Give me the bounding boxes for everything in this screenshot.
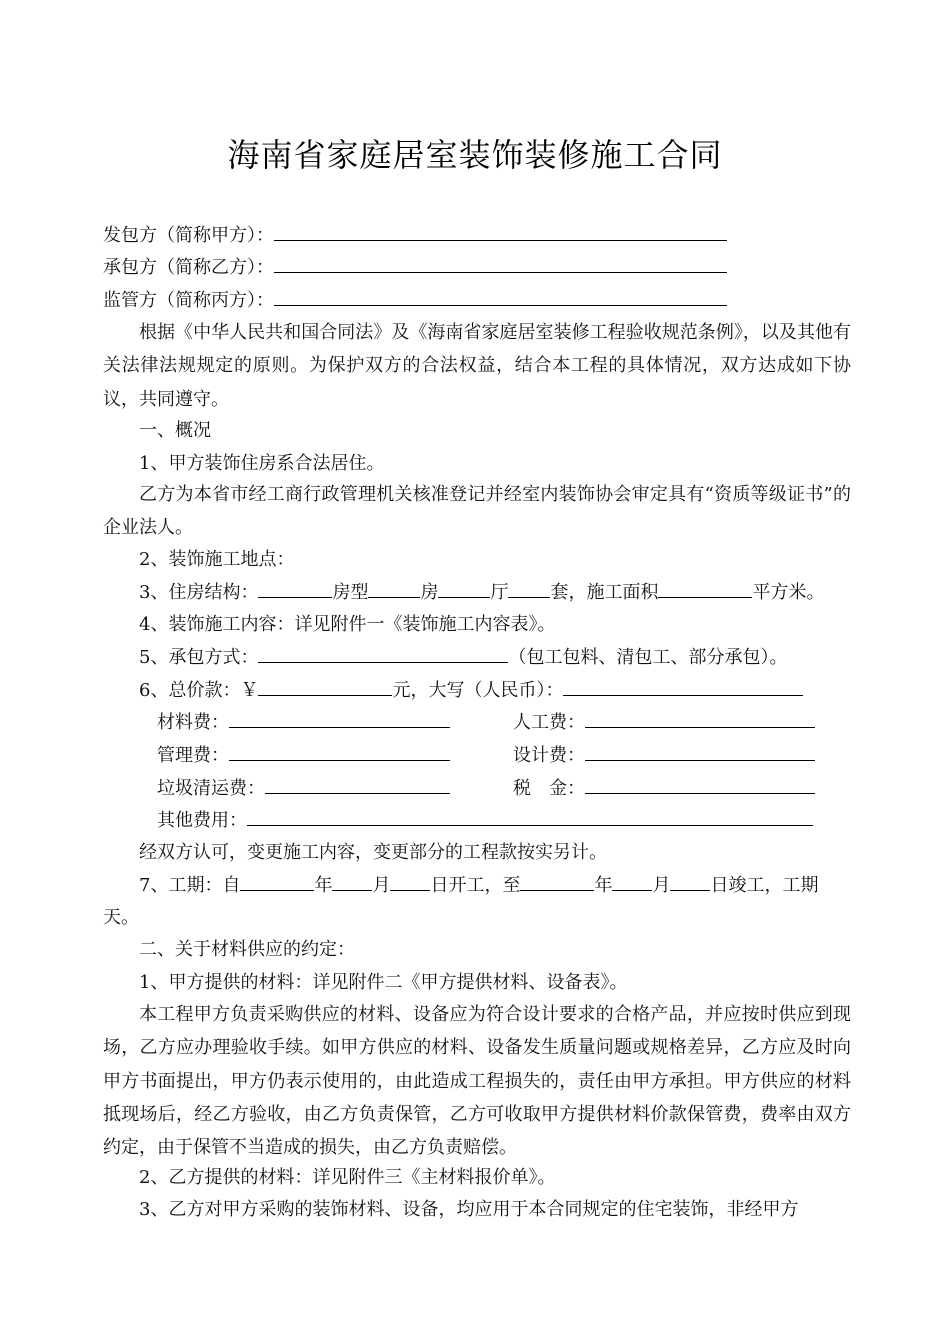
hall-label: 厅 xyxy=(490,582,509,603)
room-type-label: 房型 xyxy=(332,582,369,603)
preamble-paragraph: 根据《中华人民共和国合同法》及《海南省家庭居室装修工程验收规范条例》，以及其他有关法律法规规定的原则。为保护双方的合法权益，结合本工程的具体情况，双方达成如下协议，共同遵守。 xyxy=(103,322,851,410)
party-a-line xyxy=(103,224,727,247)
item6-prefix: 6、总价款：￥ xyxy=(139,680,259,701)
party-b-label: 承包方（简称乙方）： xyxy=(103,257,274,278)
party-b-line xyxy=(103,256,727,279)
room-count-field[interactable] xyxy=(368,581,420,598)
start-year-label: 年 xyxy=(314,875,333,896)
tax-field[interactable] xyxy=(585,777,815,794)
materials-fee-field[interactable] xyxy=(229,711,450,728)
party-a-label: 发包方（简称甲方）： xyxy=(103,225,274,246)
party-b-field[interactable] xyxy=(274,256,727,273)
area-field[interactable] xyxy=(658,581,752,598)
section1-item3 xyxy=(139,581,824,604)
start-month-field[interactable] xyxy=(332,874,372,891)
total-price-field[interactable] xyxy=(258,679,392,696)
design-fee-line xyxy=(513,744,815,767)
section2-item3: 3、乙方对甲方采购的装饰材料、设备，均应用于本合同规定的住宅装饰，非经甲方 xyxy=(139,1199,799,1220)
start-year-field[interactable] xyxy=(240,874,314,891)
design-fee-label: 设计费： xyxy=(513,745,585,766)
waste-fee-line xyxy=(157,777,450,800)
section2-item2: 2、乙方提供的材料：详见附件三《主材料报价单》。 xyxy=(139,1167,556,1188)
start-day-label: 日开工，至 xyxy=(430,875,521,896)
page-title: 海南省家庭居室装饰装修施工合同 xyxy=(227,136,723,174)
room-label: 房 xyxy=(420,582,439,603)
item3-prefix: 3、住房结构： xyxy=(139,582,259,603)
management-fee-line xyxy=(157,744,450,767)
other-fee-label: 其他费用： xyxy=(157,810,247,831)
area-unit: 平方米。 xyxy=(752,582,825,603)
item7-prefix: 7、工期：自 xyxy=(139,875,241,896)
qualification-paragraph: 乙方为本省市经工商行政管理机关核准登记并经室内装饰协会审定具有“资质等级证书”的企业法人。 xyxy=(103,484,851,539)
room-type-field[interactable] xyxy=(258,581,332,598)
section1-item1: 1、甲方装饰住房系合法居住。 xyxy=(139,453,385,474)
party-c-label: 监管方（简称丙方）： xyxy=(103,290,274,311)
start-day-field[interactable] xyxy=(390,874,430,891)
change-note: 经双方认可，变更施工内容，变更部分的工程款按实另计。 xyxy=(139,842,607,863)
section2-paragraph: 本工程甲方负责采购供应的材料、设备应为符合设计要求的合格产品，并应按时供应到现场，乙方应办理验收手续。如甲方供应的材料、设备发生质量问题或规格差异，乙方应及时向甲方书面提出，甲方仍表示使用的，由此造成工程损失的，责任由甲方承担。甲方供应的材料抵现场后，经乙方验收，由乙方负责保管，乙方可收取甲方提供材料价款保管费，费率由双方约定，由于保管不当造成的损失，由乙方负责赔偿。 xyxy=(103,1004,851,1159)
waste-fee-field[interactable] xyxy=(265,777,450,794)
section1-item5 xyxy=(139,646,787,669)
section2-item1: 1、甲方提供的材料：详见附件二《甲方提供材料、设备表》。 xyxy=(139,972,628,993)
labor-fee-label: 人工费： xyxy=(513,712,585,733)
tax-line xyxy=(513,777,815,800)
end-year-field[interactable] xyxy=(520,874,594,891)
other-fee-field[interactable] xyxy=(247,809,813,826)
set-label: 套，施工面积 xyxy=(550,582,659,603)
end-day-field[interactable] xyxy=(670,874,710,891)
management-fee-field[interactable] xyxy=(229,744,450,761)
total-price-uppercase-label: 元，大写（人民币）： xyxy=(392,680,564,701)
total-price-uppercase-field[interactable] xyxy=(563,679,803,696)
item5-prefix: 5、承包方式： xyxy=(139,647,259,668)
contract-mode-field[interactable] xyxy=(258,646,508,663)
party-a-field[interactable] xyxy=(274,224,727,241)
party-c-line xyxy=(103,289,727,312)
end-month-label: 月 xyxy=(652,875,671,896)
section1-item7 xyxy=(139,874,818,897)
section1-item6 xyxy=(139,679,803,702)
labor-fee-field[interactable] xyxy=(585,711,815,728)
party-c-field[interactable] xyxy=(274,289,727,306)
end-day-label: 日竣工，工期 xyxy=(710,875,819,896)
end-year-label: 年 xyxy=(594,875,613,896)
section1-heading: 一、概况 xyxy=(139,420,211,441)
duration-days-label: 天。 xyxy=(103,907,139,928)
waste-fee-label: 垃圾清运费： xyxy=(157,778,265,799)
management-fee-label: 管理费： xyxy=(157,745,229,766)
section2-heading: 二、关于材料供应的约定： xyxy=(139,939,355,960)
section1-item2: 2、装饰施工地点： xyxy=(139,549,295,570)
tax-label: 税 金： xyxy=(513,778,585,799)
materials-fee-label: 材料费： xyxy=(157,712,229,733)
design-fee-field[interactable] xyxy=(585,744,815,761)
other-fee-line xyxy=(157,809,813,832)
labor-fee-line xyxy=(513,711,815,734)
set-count-field[interactable] xyxy=(508,581,550,598)
hall-count-field[interactable] xyxy=(438,581,490,598)
start-month-label: 月 xyxy=(372,875,391,896)
end-month-field[interactable] xyxy=(612,874,652,891)
section1-item4: 4、装饰施工内容：详见附件一《装饰施工内容表》。 xyxy=(139,614,556,635)
materials-fee-line xyxy=(157,711,450,734)
contract-mode-options: （包工包料、清包工、部分承包）。 xyxy=(508,647,788,668)
